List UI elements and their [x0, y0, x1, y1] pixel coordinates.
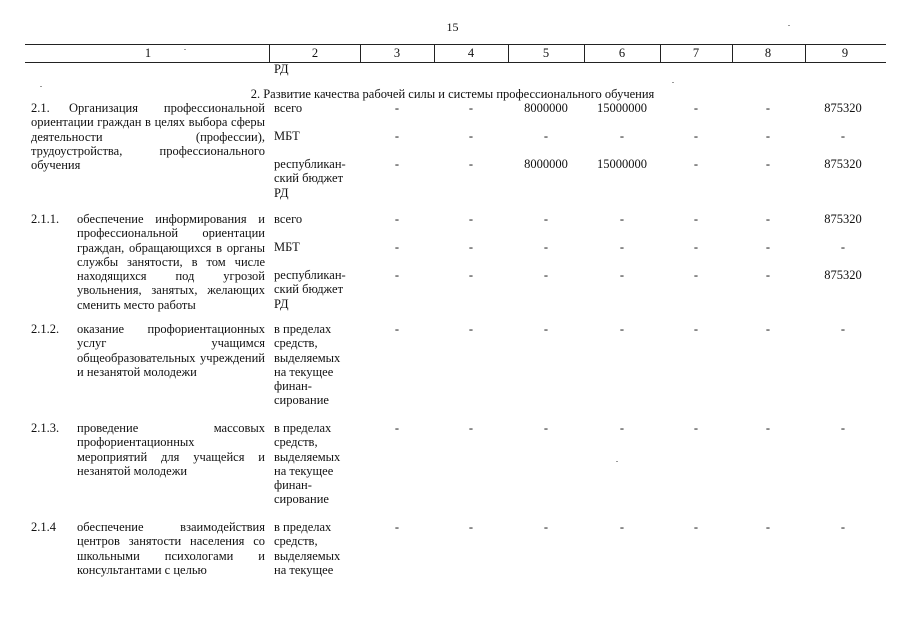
funding-source: всего — [274, 101, 303, 115]
cell-value: - — [468, 268, 474, 282]
scan-speck — [616, 461, 618, 462]
cell-value: - — [765, 101, 771, 115]
cell-value: - — [765, 157, 771, 171]
column-divider — [269, 45, 270, 62]
carryover-source: РД — [274, 62, 289, 76]
cell-value: - — [394, 322, 400, 336]
funding-source: в пределах средств, выделяемых на текущее — [274, 520, 341, 577]
funding-source: МБТ — [274, 129, 300, 143]
column-number: 1 — [144, 46, 152, 60]
cell-value: - — [543, 421, 549, 435]
cell-value: - — [765, 421, 771, 435]
column-divider — [660, 45, 661, 62]
row-description: обеспечение взаимодействия центров занятости населения со школьными психологами и консультантами с целью — [77, 520, 265, 577]
column-number: 2 — [311, 46, 319, 60]
cell-value: - — [693, 240, 699, 254]
cell-value: - — [543, 212, 549, 226]
column-number: 6 — [618, 46, 626, 60]
cell-value: 875320 — [824, 157, 862, 171]
column-divider — [508, 45, 509, 62]
cell-value: - — [693, 212, 699, 226]
table-top-rule — [25, 44, 886, 45]
cell-value: - — [765, 129, 771, 143]
cell-value: 15000000 — [597, 157, 647, 171]
column-number: 9 — [841, 46, 849, 60]
cell-value: - — [693, 520, 699, 534]
funding-source: республикан- ский бюджет РД — [274, 157, 346, 200]
cell-value: - — [765, 240, 771, 254]
row-description: обеспечение информирования и профессиональной ориентации граждан, обращающихся в органы службы занятости, в том числе находящихся под угрозой увольнения, занятых, желающих сменить место работы — [77, 212, 265, 312]
cell-value: - — [619, 240, 625, 254]
row-code: 2.1. — [31, 101, 50, 115]
row-code: 2.1.4 — [31, 520, 56, 534]
cell-value: - — [619, 212, 625, 226]
cell-value: - — [468, 322, 474, 336]
funding-source: МБТ — [274, 240, 300, 254]
cell-value: - — [693, 322, 699, 336]
cell-value: - — [468, 129, 474, 143]
page-number: 15 — [446, 20, 459, 34]
cell-value: 875320 — [824, 268, 862, 282]
cell-value: - — [840, 421, 846, 435]
cell-value: - — [543, 129, 549, 143]
cell-value: - — [619, 268, 625, 282]
cell-value: - — [619, 421, 625, 435]
row-description: проведение массовых профориентационных мероприятий для учащейся и незанятой молодежи — [77, 421, 265, 478]
row-code: 2.1.3. — [31, 421, 60, 435]
scan-speck — [788, 25, 790, 26]
funding-source: всего — [274, 212, 303, 226]
cell-value: - — [394, 240, 400, 254]
cell-value: - — [468, 520, 474, 534]
cell-value: - — [543, 520, 549, 534]
table-header-rule — [25, 62, 886, 63]
scan-speck — [184, 49, 186, 50]
column-number: 7 — [692, 46, 700, 60]
cell-value: - — [693, 157, 699, 171]
cell-value: 875320 — [824, 101, 862, 115]
cell-value: - — [693, 268, 699, 282]
cell-value: - — [619, 322, 625, 336]
cell-value: 15000000 — [597, 101, 647, 115]
cell-value: - — [840, 520, 846, 534]
column-number: 3 — [393, 46, 401, 60]
cell-value: - — [543, 268, 549, 282]
cell-value: - — [468, 157, 474, 171]
cell-value: - — [394, 157, 400, 171]
cell-value: 8000000 — [524, 157, 568, 171]
cell-value: - — [394, 212, 400, 226]
row-code: 2.1.2. — [31, 322, 60, 336]
column-divider — [434, 45, 435, 62]
cell-value: - — [394, 520, 400, 534]
cell-value: - — [765, 520, 771, 534]
cell-value: - — [765, 322, 771, 336]
cell-value: - — [840, 240, 846, 254]
row-code: 2.1.1. — [31, 212, 60, 226]
column-number: 4 — [467, 46, 475, 60]
cell-value: - — [543, 240, 549, 254]
cell-value: - — [693, 421, 699, 435]
cell-value: - — [468, 212, 474, 226]
cell-value: - — [765, 268, 771, 282]
funding-source: республикан- ский бюджет РД — [274, 268, 346, 311]
cell-value: - — [840, 322, 846, 336]
cell-value: - — [765, 212, 771, 226]
cell-value: - — [693, 101, 699, 115]
column-divider — [584, 45, 585, 62]
column-number: 8 — [764, 46, 772, 60]
cell-value: - — [394, 129, 400, 143]
cell-value: - — [394, 101, 400, 115]
column-divider — [805, 45, 806, 62]
funding-source: в пределах средств, выделяемых на текущее финан- сирование — [274, 421, 341, 507]
column-divider — [360, 45, 361, 62]
cell-value: - — [619, 129, 625, 143]
section-title: 2. Развитие качества рабочей силы и системы профессионального обучения — [250, 87, 655, 101]
cell-value: - — [394, 421, 400, 435]
cell-value: - — [468, 240, 474, 254]
cell-value: - — [543, 322, 549, 336]
row-description: Организация профессиональной ориентации граждан в целях выбора сферы деятельности (профессии), трудоустройства, профессионального обучения — [31, 101, 265, 173]
cell-value: - — [468, 101, 474, 115]
cell-value: 875320 — [824, 212, 862, 226]
cell-value: - — [840, 129, 846, 143]
cell-value: - — [619, 520, 625, 534]
column-number: 5 — [542, 46, 550, 60]
row-description: оказание профориентационных услуг учащимся общеобразовательных учреждений и незанятой молодежи — [77, 322, 265, 379]
cell-value: 8000000 — [524, 101, 568, 115]
cell-value: - — [394, 268, 400, 282]
scan-speck — [672, 82, 674, 83]
scan-speck — [40, 86, 42, 87]
cell-value: - — [468, 421, 474, 435]
cell-value: - — [693, 129, 699, 143]
funding-source: в пределах средств, выделяемых на текущее финан- сирование — [274, 322, 341, 408]
column-divider — [732, 45, 733, 62]
